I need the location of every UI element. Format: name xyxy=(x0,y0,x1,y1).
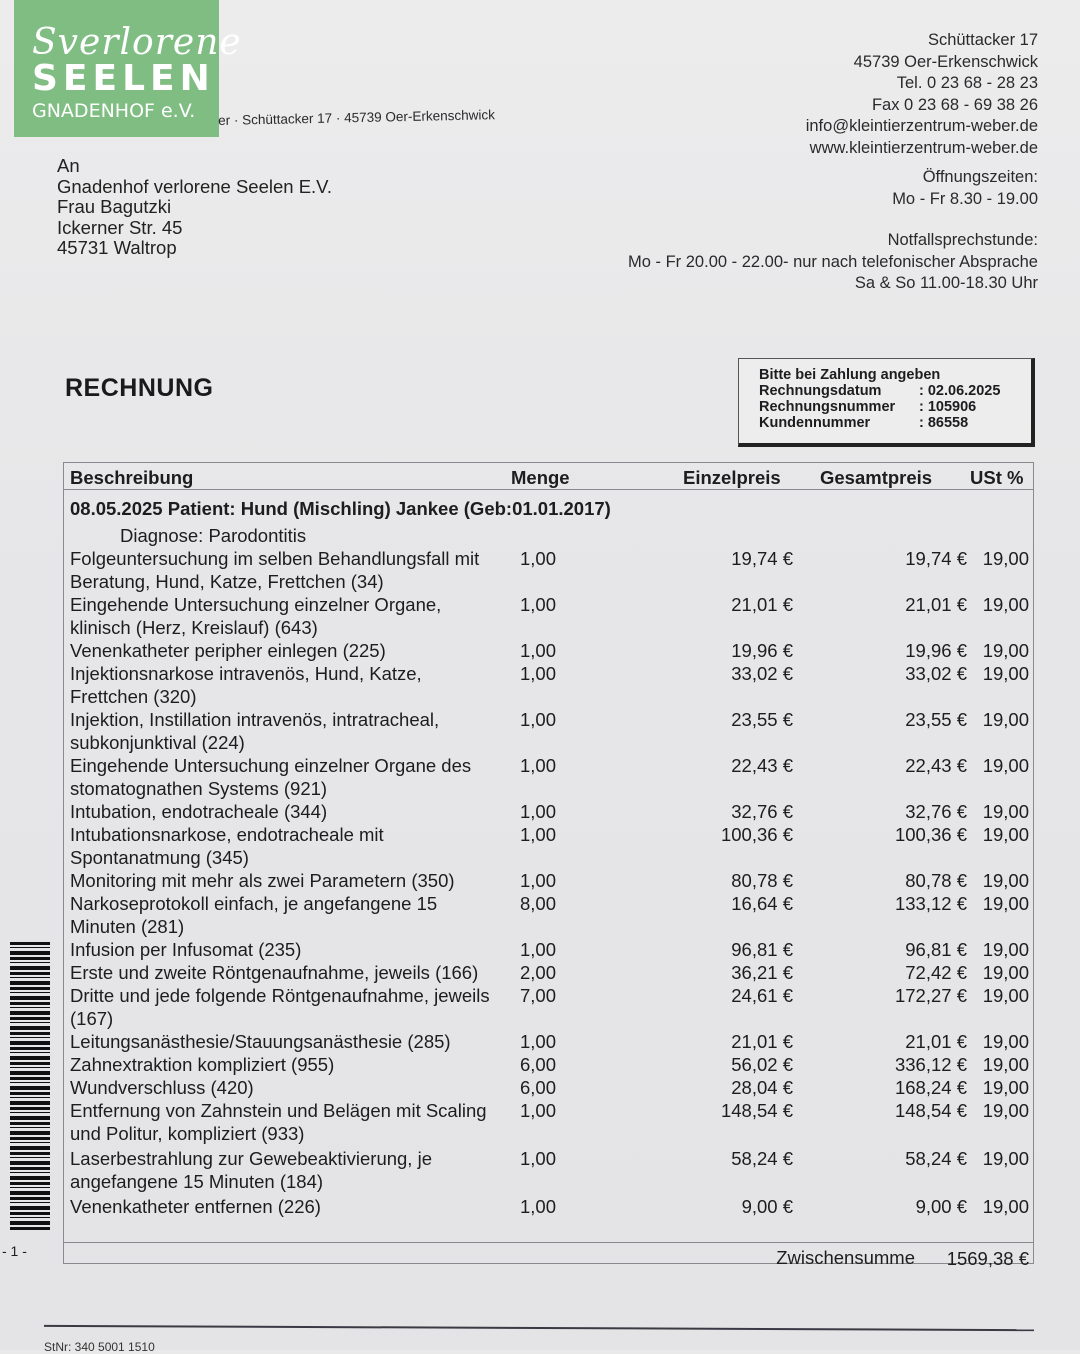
item-description: Wundverschluss (420) xyxy=(70,1077,254,1098)
item-quantity: 1,00 xyxy=(520,594,557,615)
item-unit-price: 32,76 € xyxy=(731,801,793,822)
item-description: Laserbestrahlung zur Gewebeaktivierung, je angefangene 15 Minuten (184) xyxy=(70,1148,432,1192)
item-total: 19,96 € xyxy=(905,640,967,661)
item-unit-price: 19,96 € xyxy=(731,640,793,661)
item-unit-price: 58,24 € xyxy=(731,1148,793,1169)
invoice-date-row xyxy=(759,383,1000,399)
payment-box-title: Bitte bei Zahlung angeben xyxy=(759,367,941,383)
item-quantity: 8,00 xyxy=(520,893,557,914)
item-unit-price: 22,43 € xyxy=(731,755,793,776)
item-description: Zahnextraktion kompliziert (955) xyxy=(70,1054,335,1075)
diagnosis-line: Diagnose: Parodontitis xyxy=(120,525,307,546)
item-vat: 19,00 xyxy=(982,962,1029,983)
emergency-label: Notfallsprechstunde: xyxy=(887,231,1038,249)
item-vat: 19,00 xyxy=(982,985,1029,1006)
recipient-line: Gnadenhof verlorene Seelen E.V. xyxy=(57,175,332,197)
barcode xyxy=(10,942,50,1230)
item-vat: 19,00 xyxy=(982,1196,1029,1217)
invoice-table xyxy=(63,462,1034,1269)
footer-divider xyxy=(44,1325,1034,1331)
table-header xyxy=(64,463,1033,490)
item-vat: 19,00 xyxy=(982,870,1029,891)
item-unit-price: 9,00 € xyxy=(741,1196,793,1217)
invoice-date: : 02.06.2025 xyxy=(919,383,1001,399)
item-description: Monitoring mit mehr als zwei Parametern (350) xyxy=(70,870,455,891)
table-row xyxy=(64,823,1033,869)
table-row xyxy=(64,800,1033,823)
item-unit-price: 21,01 € xyxy=(731,594,793,615)
item-description: Eingehende Untersuchung einzelner Organe, klinisch (Herz, Kreislauf) (643) xyxy=(70,594,442,638)
item-description: Folgeuntersuchung im selben Behandlungsfall mit Beratung, Hund, Katze, Frettchen (34) xyxy=(70,548,480,592)
item-description: Venenkatheter peripher einlegen (225) xyxy=(70,640,386,661)
item-description: Erste und zweite Röntgenaufnahme, jeweils (166) xyxy=(70,962,479,983)
subtotal-row xyxy=(64,1242,1033,1269)
item-description: Entfernung von Zahnstein und Belägen mit Scaling und Politur, kompliziert (933) xyxy=(70,1100,487,1144)
item-total: 9,00 € xyxy=(915,1196,967,1217)
item-vat: 19,00 xyxy=(982,1077,1029,1098)
emergency-weekend: Sa & So 11.00-18.30 Uhr xyxy=(854,274,1038,292)
item-unit-price: 33,02 € xyxy=(731,663,793,684)
recipient-line: Frau Bagutzki xyxy=(57,196,172,217)
customer-number: : 86558 xyxy=(919,415,969,431)
item-quantity: 1,00 xyxy=(520,824,557,845)
customer-number-row xyxy=(759,415,968,431)
recipient-line: Ickerner Str. 45 xyxy=(57,216,183,238)
item-total: 172,27 € xyxy=(894,985,967,1006)
item-vat: 19,00 xyxy=(982,801,1029,822)
item-description: Narkoseprotokoll einfach, je angefangene 15 Minuten (281) xyxy=(70,893,438,937)
subtotal-value: 1569,38 € xyxy=(946,1248,1029,1269)
item-total: 96,81 € xyxy=(905,939,967,960)
item-quantity: 1,00 xyxy=(520,755,557,776)
table-row xyxy=(64,1053,1033,1076)
item-vat: 19,00 xyxy=(982,939,1029,960)
table-row xyxy=(64,662,1033,708)
item-unit-price: 56,02 € xyxy=(731,1054,793,1075)
item-quantity: 1,00 xyxy=(520,1031,557,1052)
item-vat: 19,00 xyxy=(982,824,1029,845)
item-total: 168,24 € xyxy=(894,1077,967,1098)
item-total: 19,74 € xyxy=(905,548,967,569)
footer-tax-number: StNr: 340 5001 1510 xyxy=(44,1340,155,1354)
item-total: 133,12 € xyxy=(894,893,967,914)
item-description: Leitungsanästhesie/Stauungsanästhesie (285) xyxy=(70,1031,451,1052)
table-row xyxy=(64,1147,1033,1195)
payment-reference-box xyxy=(738,358,1035,447)
item-quantity: 2,00 xyxy=(520,962,557,983)
header-total-price: Gesamtpreis xyxy=(820,467,933,488)
clinic-tel: Tel. 0 23 68 - 28 23 xyxy=(896,74,1038,92)
item-description: Dritte und jede folgende Röntgenaufnahme, jeweils (167) xyxy=(70,985,490,1029)
customer-number-label: Kundennummer xyxy=(759,415,871,431)
table-row xyxy=(64,961,1033,984)
item-unit-price: 21,01 € xyxy=(731,1031,793,1052)
item-total: 23,55 € xyxy=(905,709,967,730)
item-unit-price: 100,36 € xyxy=(720,824,793,845)
table-row xyxy=(64,593,1033,639)
item-unit-price: 36,21 € xyxy=(731,962,793,983)
table-row xyxy=(64,1195,1033,1218)
invoice-number: : 105906 xyxy=(919,399,977,415)
emergency-weekday: Mo - Fr 20.00 - 22.00- nur nach telefonischer Absprache xyxy=(628,252,1038,271)
item-total: 33,02 € xyxy=(905,663,967,684)
item-vat: 19,00 xyxy=(982,755,1029,776)
invoice-number-row xyxy=(759,399,976,415)
patient-line: 08.05.2025 Patient: Hund (Mischling) Jankee (Geb:01.01.2017) xyxy=(70,498,611,519)
item-vat: 19,00 xyxy=(982,1054,1029,1075)
hours-label: Öffnungszeiten: xyxy=(922,168,1038,186)
invoice-date-label: Rechnungsdatum xyxy=(759,383,882,399)
sender-address-line: er · Schüttacker 17 · 45739 Oer-Erkenschwick xyxy=(218,107,496,128)
item-quantity: 6,00 xyxy=(520,1054,557,1075)
table-row xyxy=(64,1076,1033,1099)
table-row xyxy=(64,639,1033,662)
item-total: 100,36 € xyxy=(894,824,967,845)
item-unit-price: 16,64 € xyxy=(731,893,793,914)
table-row xyxy=(64,1099,1033,1147)
item-vat: 19,00 xyxy=(982,893,1029,914)
item-total: 32,76 € xyxy=(905,801,967,822)
page-number: - 1 - xyxy=(2,1243,27,1259)
item-unit-price: 96,81 € xyxy=(731,939,793,960)
item-total: 58,24 € xyxy=(905,1148,967,1169)
table-row xyxy=(64,754,1033,800)
item-total: 80,78 € xyxy=(905,870,967,891)
table-row xyxy=(64,708,1033,754)
item-vat: 19,00 xyxy=(982,663,1029,684)
item-total: 148,54 € xyxy=(894,1100,967,1121)
item-description: Intubation, endotracheale (344) xyxy=(70,801,328,822)
table-row xyxy=(64,869,1033,892)
item-total: 72,42 € xyxy=(905,962,967,983)
item-quantity: 1,00 xyxy=(520,709,557,730)
item-quantity: 1,00 xyxy=(520,1196,557,1217)
item-quantity: 1,00 xyxy=(520,939,557,960)
item-description: Venenkatheter entfernen (226) xyxy=(70,1196,321,1217)
subtotal-label: Zwischensumme xyxy=(776,1247,915,1268)
table-row xyxy=(64,938,1033,961)
invoice-number-label: Rechnungsnummer xyxy=(759,399,896,415)
document-title: RECHNUNG xyxy=(65,374,214,402)
item-description: Eingehende Untersuchung einzelner Organe des stomatognathen Systems (921) xyxy=(70,755,472,799)
item-vat: 19,00 xyxy=(982,548,1029,569)
item-vat: 19,00 xyxy=(982,1148,1029,1169)
item-total: 21,01 € xyxy=(905,1031,967,1052)
header-vat: USt % xyxy=(970,467,1024,488)
item-description: Intubationsnarkose, endotracheale mit Spontanatmung (345) xyxy=(70,824,384,868)
item-vat: 19,00 xyxy=(982,1031,1029,1052)
table-row xyxy=(64,547,1033,593)
item-unit-price: 148,54 € xyxy=(720,1100,793,1121)
item-description: Infusion per Infusomat (235) xyxy=(70,939,302,960)
clinic-street: Schüttacker 17 xyxy=(927,31,1038,49)
hours: Mo - Fr 8.30 - 19.00 xyxy=(892,189,1038,208)
clinic-header xyxy=(628,30,1038,295)
item-vat: 19,00 xyxy=(982,594,1029,615)
line-items xyxy=(64,547,1033,1218)
item-description: Injektionsnarkose intravenös, Hund, Katze, Frettchen (320) xyxy=(70,663,422,707)
item-quantity: 1,00 xyxy=(520,801,557,822)
item-unit-price: 23,55 € xyxy=(731,709,793,730)
clinic-city: 45739 Oer-Erkenschwick xyxy=(853,52,1038,71)
item-unit-price: 80,78 € xyxy=(731,870,793,891)
table-row xyxy=(64,1030,1033,1053)
item-quantity: 1,00 xyxy=(520,640,557,661)
logo-line3: GNADENHOF e.V. xyxy=(32,100,196,122)
item-quantity: 1,00 xyxy=(520,870,557,891)
recipient-line: 45731 Waltrop xyxy=(57,237,177,258)
item-quantity: 1,00 xyxy=(520,1148,557,1169)
item-vat: 19,00 xyxy=(982,1100,1029,1121)
item-vat: 19,00 xyxy=(982,709,1029,730)
table-row xyxy=(64,984,1033,1030)
item-unit-price: 19,74 € xyxy=(731,548,793,569)
header-quantity: Menge xyxy=(511,467,570,488)
clinic-email: info@kleintierzentrum-weber.de xyxy=(805,117,1038,135)
item-total: 336,12 € xyxy=(894,1054,967,1075)
item-vat: 19,00 xyxy=(982,640,1029,661)
item-quantity: 1,00 xyxy=(520,1100,557,1121)
item-unit-price: 24,61 € xyxy=(731,985,793,1006)
item-description: Injektion, Instillation intravenös, intratracheal, subkonjunktival (224) xyxy=(70,709,440,753)
logo-line1: Sverlorene xyxy=(32,22,242,63)
item-total: 21,01 € xyxy=(905,594,967,615)
item-quantity: 1,00 xyxy=(520,548,557,569)
item-quantity: 7,00 xyxy=(520,985,557,1006)
logo-line2: SEELEN xyxy=(32,58,215,99)
gnadenhof-logo xyxy=(14,0,242,137)
table-row xyxy=(64,892,1033,938)
recipient-address xyxy=(57,156,332,259)
clinic-fax: Fax 0 23 68 - 69 38 26 xyxy=(871,95,1038,114)
header-unit-price: Einzelpreis xyxy=(683,467,781,488)
item-total: 22,43 € xyxy=(905,755,967,776)
item-unit-price: 28,04 € xyxy=(731,1077,793,1098)
item-quantity: 6,00 xyxy=(520,1077,557,1098)
item-quantity: 1,00 xyxy=(520,663,557,684)
header-description: Beschreibung xyxy=(70,467,194,488)
clinic-web: www.kleintierzentrum-weber.de xyxy=(809,138,1038,157)
recipient-line: An xyxy=(57,155,80,176)
